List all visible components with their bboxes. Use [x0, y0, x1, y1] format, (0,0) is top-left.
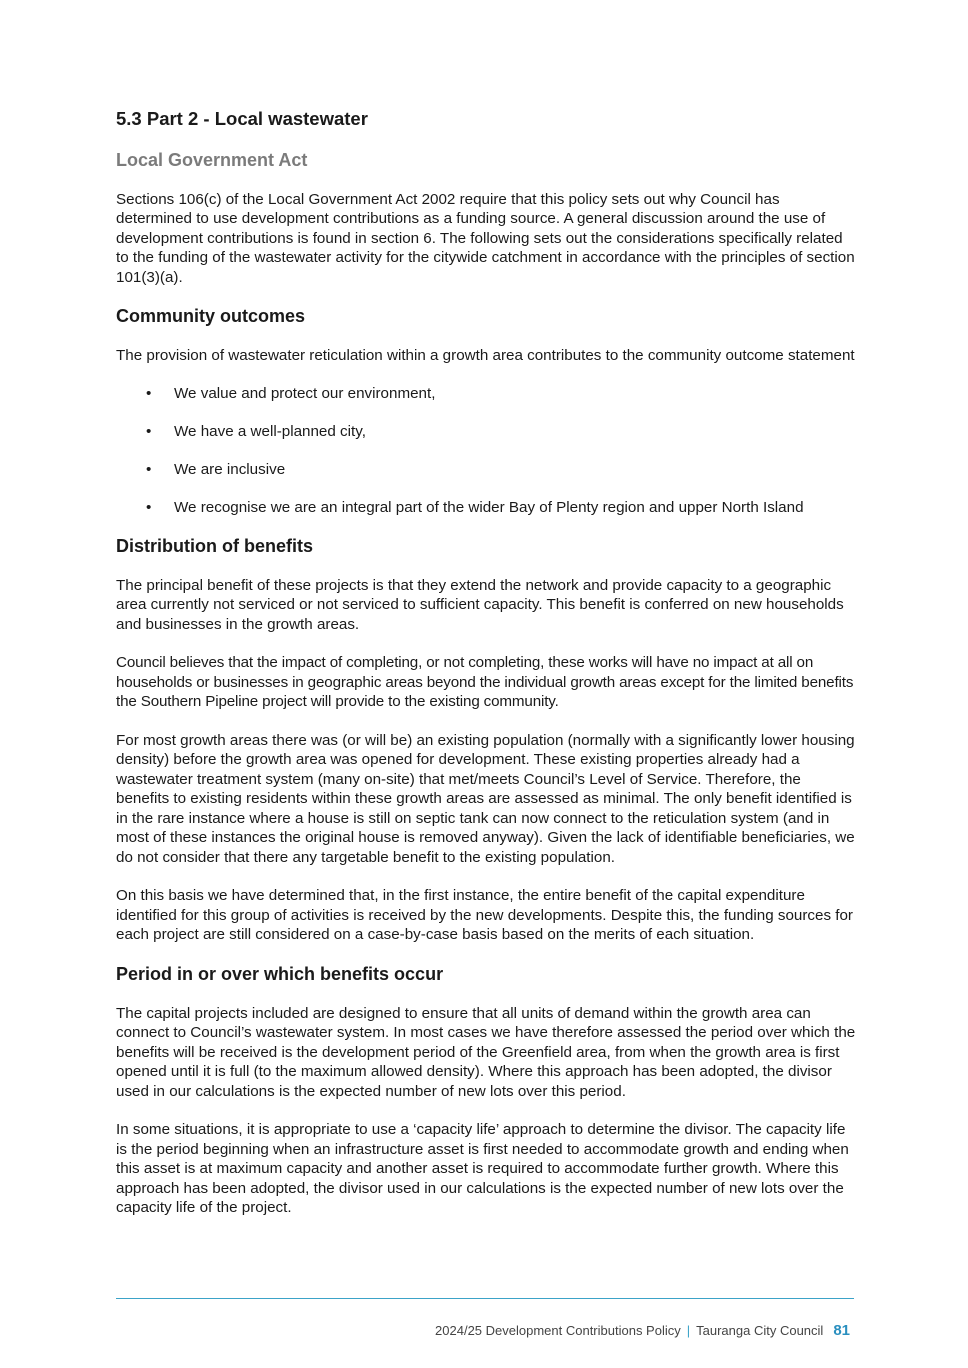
distribution-paragraph: For most growth areas there was (or will be) an existing population (normally with a significantly lower housing density) before the growth area was opened for development. These existing properties already had a wastewater treatment system (many on-site) that met/meets Council’s Level of Service. Therefore, the benefits to existing residents within these growth areas are assessed as minimal. The only benefit identified is in the rare instance where a house is still on septic tank can now connect to the reticulation system (and in most of these instances the original house is removed anyway). Given the lack of identifiable beneficiaries, we do not consider that there any targetable benefit to the existing population.	[116, 731, 855, 866]
bullet-icon: •	[146, 499, 152, 517]
list-item: • We are inclusive	[146, 461, 286, 479]
period-paragraph: In some situations, it is appropriate to use a ‘capacity life’ approach to determine the divisor. The capacity life is the period beginning when an infrastructure asset is first needed to accommodate growth and ending when this asset is at maximum capacity and another asset is required to accommodate further growth. Where this approach has been adopted, the divisor used in our calculations is the expected number of new lots over the capacity life of the project.	[116, 1121, 849, 1217]
period-paragraph: The capital projects included are designed to ensure that all units of demand within the growth area can connect to Council’s wastewater system. In most cases we have therefore assessed the period over which the benefits will be received is the development period of the Greenfield area, from when the growth area is first opened until it is full (to the maximum allowed density). Where this approach has been adopted, the divisor used in our calculations is the expected number of new lots over this period.	[116, 1004, 856, 1100]
distribution-paragraph: On this basis we have determined that, in the first instance, the entire benefit of the capital expenditure identified for this group of activities is received by the new developments. Despite this, the funding sources for each project are still considered on a case-by-case basis based on the merits of each situation.	[116, 887, 853, 944]
distribution-heading: Distribution of benefits	[116, 536, 313, 557]
footer-organisation: Tauranga City Council	[696, 1323, 824, 1338]
footer-document-title: 2024/25 Development Contributions Policy	[435, 1323, 681, 1338]
community-outcomes-heading: Community outcomes	[116, 306, 306, 327]
footer-divider	[116, 1298, 854, 1299]
period-heading: Period in or over which benefits occur	[116, 963, 444, 984]
distribution-paragraph: The principal benefit of these projects is that they extend the network and provide capacity to a geographic area currently not serviced or not serviced to sufficient capacity. This benefit is conferred on new households and businesses in the growth areas.	[116, 576, 844, 633]
distribution-paragraph: Council believes that the impact of completing, or not completing, these works will have no impact at all on households or businesses in geographic areas beyond the individual growth areas except for the limited benefits the Southern Pipeline project will provide to the existing community.	[116, 654, 854, 711]
page-footer	[435, 1322, 850, 1339]
bullet-icon: •	[146, 423, 152, 441]
footer-separator: |	[686, 1323, 691, 1338]
list-item: • We value and protect our environment,	[146, 385, 436, 403]
page-number: 81	[833, 1322, 850, 1339]
list-item: • We recognise we are an integral part of the wider Bay of Plenty region and upper North Island	[146, 499, 804, 517]
bullet-icon: •	[146, 385, 152, 403]
lga-heading: Local Government Act	[116, 150, 308, 171]
lga-paragraph: Sections 106(c) of the Local Government Act 2002 require that this policy sets out why Council has determined to use development contributions as a funding source. A general discussion around the use of development contributions is found in section 6. The following sets out the considerations specifically related to the funding of the wastewater activity for the citywide catchment in accordance with the principles of section 101(3)(a).	[116, 190, 855, 286]
section-title: 5.3 Part 2 - Local wastewater	[116, 108, 368, 129]
list-item: • We have a well-planned city,	[146, 423, 366, 441]
bullet-icon: •	[146, 461, 152, 479]
community-outcomes-list	[116, 384, 858, 518]
community-outcomes-paragraph: The provision of wastewater reticulation within a growth area contributes to the community outcome statement	[116, 346, 855, 364]
page-content	[116, 108, 858, 1237]
